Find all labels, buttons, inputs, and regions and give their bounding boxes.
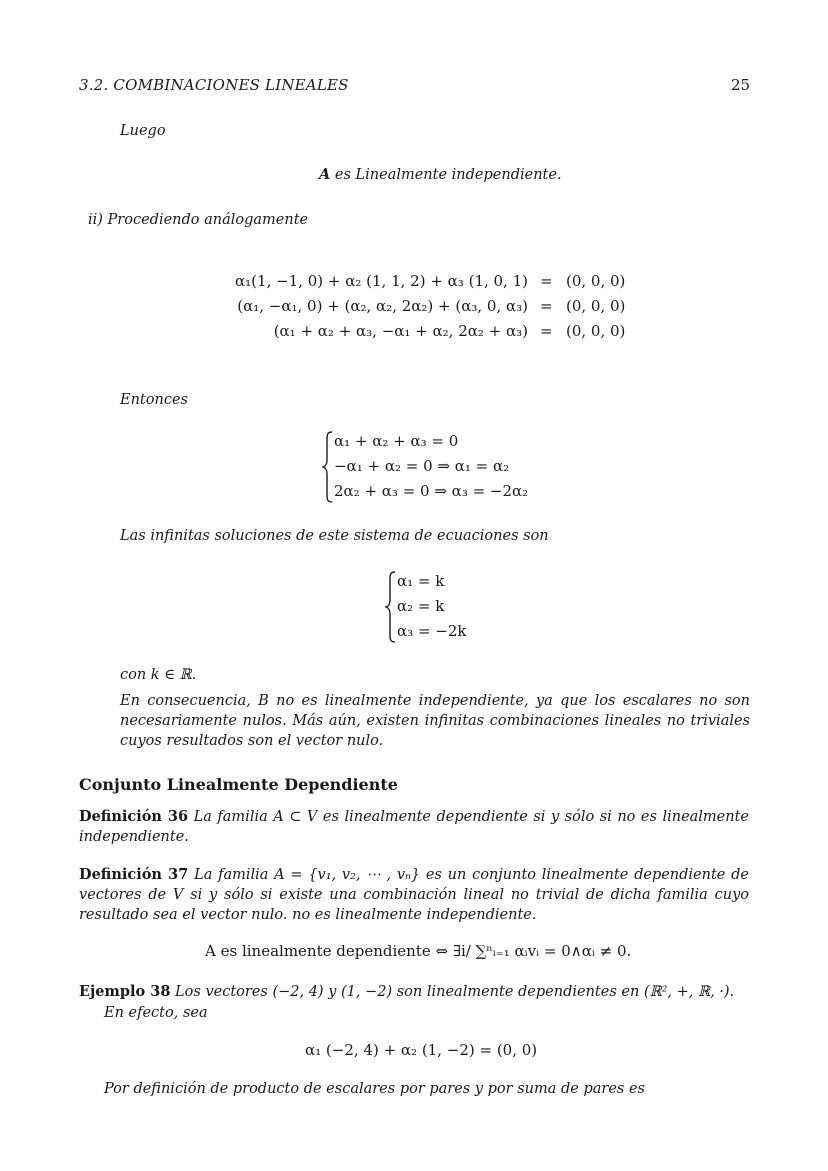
definition-text: La familia A ⊂ V es linealmente dependiente si y sólo si no es linealmente independiente. [79, 809, 750, 845]
running-header: 3.2. COMBINACIONES LINEALES [79, 76, 349, 94]
system-equation: α₃ = −2k [397, 622, 467, 640]
definition-label: Definición 36 [79, 808, 189, 825]
page-number: 25 [731, 76, 751, 94]
left-brace-icon [385, 570, 397, 644]
system-equation: α₂ = k [397, 597, 445, 615]
item-ii: ii) Procediendo análogamente [88, 212, 309, 228]
conclusion-line [319, 165, 562, 185]
equation-row [200, 322, 528, 346]
example-38-sub: En efecto, sea [104, 1005, 208, 1021]
equation-rhs: (0, 0, 0) [566, 322, 626, 340]
equation-system-1 [322, 430, 562, 504]
paragraph-con-k: con k ∈ ℝ. [120, 667, 197, 683]
example-38 [79, 983, 734, 1000]
example-38-formula: α₁ (−2, 4) + α₂ (1, −2) = (0, 0) [305, 1041, 538, 1059]
equation-lhs: α₁(1, −1, 0) + α₂ (1, 1, 2) + α₃ (1, 0, 1) [235, 272, 528, 290]
system-equation: 2α₂ + α₃ = 0 ⇒ α₃ = −2α₂ [334, 482, 529, 500]
definition-37 [79, 865, 749, 925]
example-label: Ejemplo 38 [79, 983, 171, 1000]
equation-lhs: (α₁, −α₁, 0) + (α₂, α₂, 2α₂) + (α₃, 0, α₃) [237, 297, 528, 315]
paragraph-final: Por definición de producto de escalares por pares y por suma de pares es [104, 1081, 645, 1097]
system-equation: α₁ = k [397, 572, 445, 590]
paragraph-consecuencia: En consecuencia, B no es linealmente independiente, ya que los escalares no son necesariamente nulos. Más aún, existen infinitas combinaciones lineales no triviales cuyos resultados son el vector nulo. [120, 693, 750, 749]
section-title: Conjunto Linealmente Dependiente [79, 775, 398, 794]
equation-rhs: (0, 0, 0) [566, 297, 626, 315]
left-brace-icon [322, 430, 334, 504]
equation-equals: = [540, 272, 553, 290]
equation-lhs: (α₁ + α₂ + α₃, −α₁ + α₂, 2α₂ + α₃) [273, 322, 528, 340]
paragraph-infinitas: Las infinitas soluciones de este sistema de ecuaciones son [120, 528, 549, 544]
definition-text: La familia A = {v₁, v₂, ⋯ , vₙ} es un conjunto linealmente dependiente de vectores de V si y sólo si existe una combinación lineal no trivial de dicha familia cuyo resultado sea el vector nulo. no es linealmente independiente. [79, 867, 750, 923]
equation-equals: = [540, 297, 553, 315]
equation-equals: = [540, 322, 553, 340]
equation-row [200, 297, 528, 321]
paragraph-luego: Luego [120, 123, 166, 139]
conclusion-text: es Linealmente independiente. [334, 167, 562, 183]
equation-rhs: (0, 0, 0) [566, 272, 626, 290]
example-text: Los vectores (−2, 4) y (1, −2) son linealmente dependientes en (ℝ², +, ℝ, ·). [175, 984, 735, 1000]
conclusion-symbol: A [319, 166, 331, 183]
system-equation: −α₁ + α₂ = 0 ⇒ α₁ = α₂ [334, 457, 510, 475]
definition-36 [79, 807, 749, 847]
equation-system-2 [385, 570, 505, 644]
definition-37-formula: A es linealmente dependiente ⇔ ∃i/ ∑ⁿᵢ₌₁ αᵢvᵢ = 0∧αᵢ ≠ 0. [205, 942, 632, 960]
equation-row [200, 272, 528, 296]
system-equation: α₁ + α₂ + α₃ = 0 [334, 432, 459, 450]
definition-label: Definición 37 [79, 866, 189, 883]
paragraph-entonces: Entonces [120, 392, 188, 408]
